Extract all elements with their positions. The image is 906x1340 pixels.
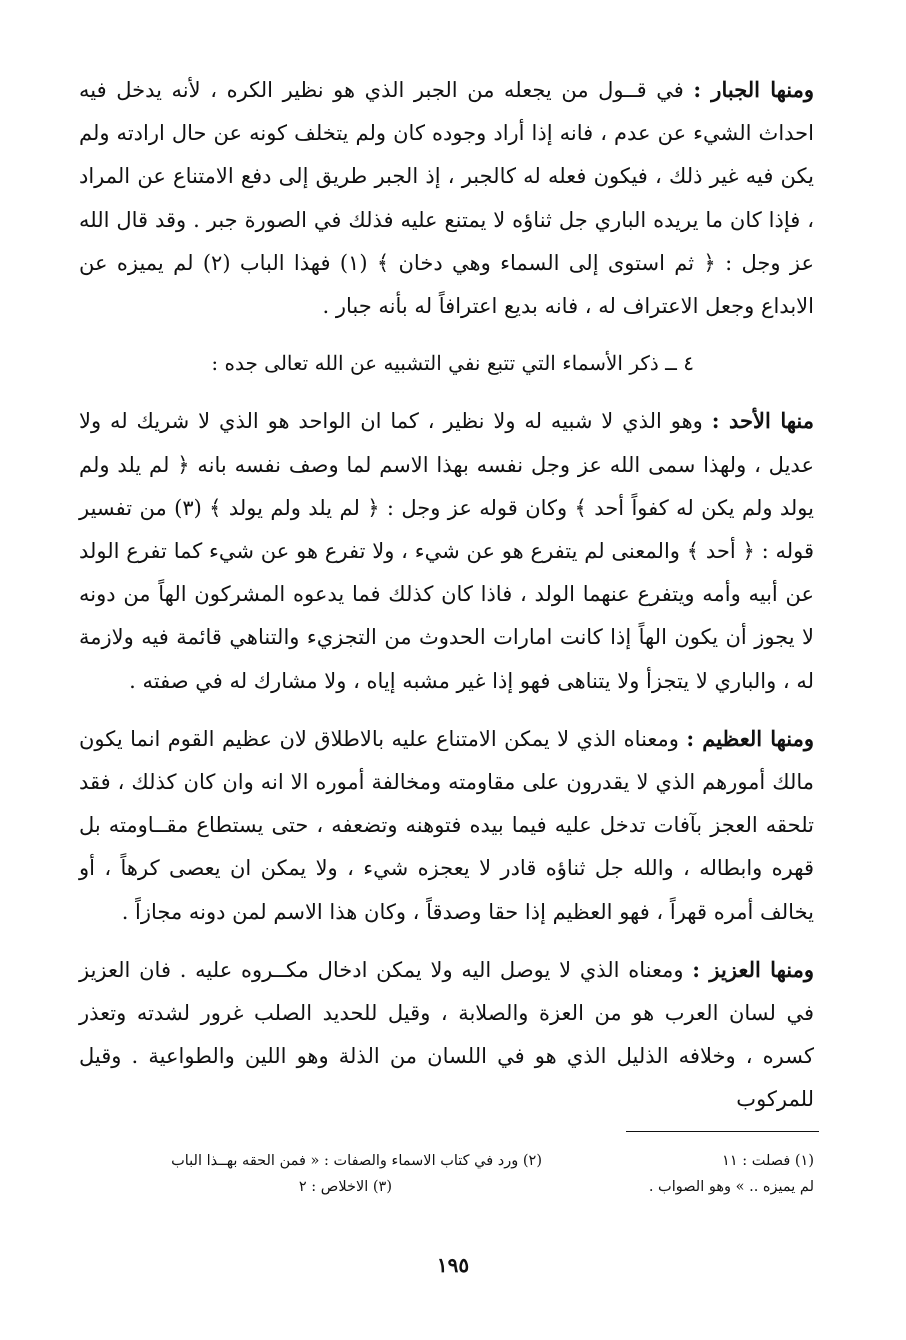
footnote-column-left: [82, 1148, 542, 1200]
footnote-divider: [626, 1131, 819, 1132]
footnote-1: (١) فصلت : ١١: [722, 1153, 814, 1169]
paragraph-aziz-text: ومعناه الذي لا يوصل اليه ولا يمكن ادخال مكــروه عليه . فان العزيز في لسان العرب هو من العزة والصلابة ، وقيل للحديد الصلب غرور لشدته وتعذر كسره ، وخلافه الذليل الذي هو في اللسان من الذلة وهو اللين والطواعية . وقيل للمركوب: [79, 957, 814, 1112]
term-aziz: ومنها العزيز :: [692, 956, 814, 982]
paragraph-aziz: [79, 948, 814, 1122]
paragraph-ahad: [79, 399, 814, 702]
page-number: ١٩٥: [436, 1253, 470, 1277]
footnote-2: (٢) ورد في كتاب الاسماء والصفات : « فمن الحقه بهــذا الباب: [171, 1153, 542, 1169]
paragraph-ahad-text: وهو الذي لا شبيه له ولا نظير ، كما ان الواحد هو الذي لا شريك له ولا عديل ، ولهذا سمى الله عز وجل نفسه بهذا الاسم لما وصف نفسه بانه ﴿ لم يلد ولم يولد ولم يكن له كفواً أحد ﴾ وكان قوله عز وجل : ﴿ لم يلد ولم يولد ﴾ (٣) من تفسير قوله : ﴿ أحد ﴾ والمعنى لم يتفرع هو عن شيء ، ولا تفرع هو عن شيء كما تفرع الولد عن أبيه وأمه ويتفرع عنهما الولد ، فاذا كان كذلك فما يدعوه المشركون الهاً من دونه لا يجوز أن يكون الهاً إذا كانت امارات الحدوث من التجزيء والتناهي قائمة فيه ولازمة له ، والباري لا يتجزأ ولا يتناهى فهو إذا غير مشبه إياه ، ولا مشارك له في صفته .: [79, 409, 815, 693]
footnote-column-right: [594, 1148, 814, 1200]
paragraph-azim-text: ومعناه الذي لا يمكن الامتناع عليه بالاطلاق لان عظيم القوم انما يكون مالك أمورهم الذي لا يقدرون على مقاومته ومخالفة أموره الا انه وان كان كذلك ، فقد تلحقه العجز بآفات تدخل عليه فيما بيده فتوهنه وتضعفه ، حتى يستطاع مقــاومته بل قهره وابطاله ، والله جل ثناؤه قادر لا يعجزه شيء ، ولا يمكن ان يعصى كرهاً ، أو يخالف أمره قهراً ، فهو العظيم إذا حقا وصدقاً ، وكان هذا الاسم لمن دونه مجازاً .: [79, 726, 814, 924]
footnote-2-continuation: لم يميزه .. » وهو الصواب .: [648, 1179, 814, 1195]
term-jabbar: ومنها الجبار :: [693, 77, 814, 102]
term-ahad: منها الأحد :: [711, 408, 814, 434]
paragraph-jabbar: [79, 68, 814, 328]
term-azim: ومنها العظيم :: [686, 725, 814, 751]
paragraph-jabbar-text: في قــول من يجعله من الجبر الذي هو نظير الكره ، لأنه يدخل فيه احداث الشيء عن عدم ، فانه إذا أراد وجوده كان ولم يتخلف كونه عن حال ارادته ولم يكن فيه غير ذلك ، فيكون فعله له كالجبر ، إذ الجبر طريق إلى دفع الامتناع عن المراد ، فإذا كان ما يريده الباري جل ثناؤه لا يمتنع عليه فذلك في الصورة جبر . وقد قال الله عز وجل : ﴿ ثم استوى إلى السماء وهي دخان ﴾ (١) فهذا الباب (٢) لم يميزه عن الابداع وجعل الاعتراف له ، فانه بديع اعترافاً له بأنه جبار .: [79, 78, 814, 319]
footnote-3: (٣) الاخلاص : ٢: [298, 1179, 392, 1195]
main-text: [79, 68, 814, 1122]
section-heading: ٤ ــ ذكر الأسماء التي تتبع نفي التشبيه عن الله تعالى جده :: [211, 351, 694, 376]
paragraph-azim: [79, 717, 814, 934]
